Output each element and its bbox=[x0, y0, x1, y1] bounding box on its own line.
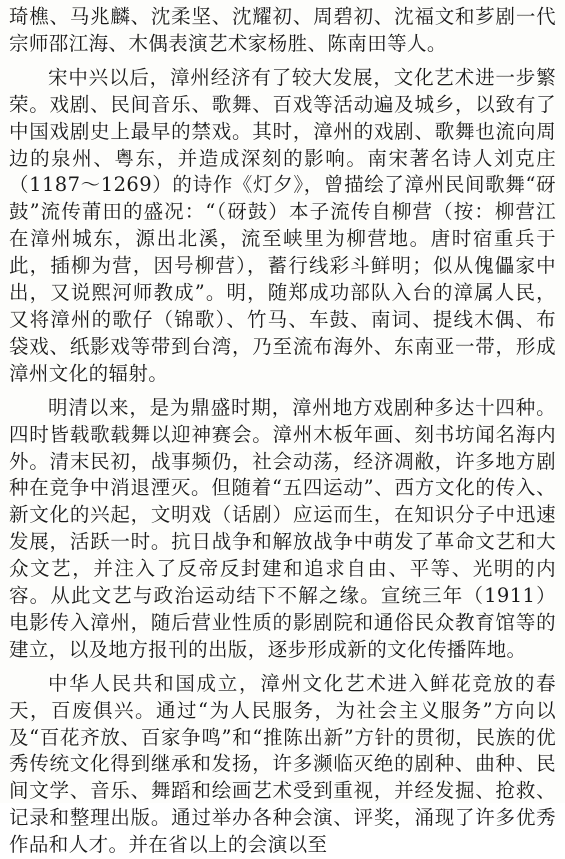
paragraph-4: 中华人民共和国成立，漳州文化艺术进入鲜花竞放的春天，百废俱兴。通过“为人民服务，为社会主义服务”方向以及“百花齐放、百家争鸣”和“推陈出新”方针的贯彻，民族的优秀传统文化得到继承和发扬，许多濒临灭绝的剧种、曲种、民间文学、音乐、舞蹈和绘画艺术受到重视，并经发掘、抢救、记录和整理出版。通过举办各种会演、评奖，涌现了许多优秀作品和人才。并在省以上的会演以至 bbox=[9, 671, 556, 857]
paragraph-2: 宋中兴以后，漳州经济有了较大发展，文化艺术进一步繁荣。戏剧、民间音乐、歌舞、百戏等活动遍及城乡，以致有了中国戏剧史上最早的禁戏。其时，漳州的戏剧、歌舞也流向周边的泉州、粤东，并造成深刻的影响。南宋著名诗人刘克庄（1187～1269）的诗作《灯夕》，曾描绘了漳州民间歌舞“砑鼓”流传莆田的盛况：“（砑鼓）本子流传自柳营（按：柳营江在漳州城东，源出北溪，流至峡里为柳营地。唐时宿重兵于此，插柳为营，因号柳营），蓄行线彩斗鲜明；似从傀儡家中出，又说熙河师教成”。明，随郑成功部队入台的漳属人民，又将漳州的歌仔（锦歌）、竹马、车鼓、南词、提线木偶、布袋戏、纸影戏等带到台湾，乃至流布海外、东南亚一带，形成漳州文化的辐射。 bbox=[9, 65, 556, 385]
paragraph-1: 琦樵、马兆麟、沈柔坚、沈耀初、周碧初、沈福文和芗剧一代宗师邵江海、木偶表演艺术家杨胜、陈南田等人。 bbox=[9, 5, 556, 55]
paragraph-3: 明清以来，是为鼎盛时期，漳州地方戏剧种多达十四种。四时皆载歌载舞以迎神赛会。漳州木板年画、刻书坊闻名海内外。清末民初，战事频仍，社会动荡，经济凋敝，许多地方剧种在竞争中消退湮灭。但随着“五四运动”、西方文化的传入、新文化的兴起，文明戏（话剧）应运而生，在知识分子中迅速发展，活跃一时。抗日战争和解放战争中萌发了革命文艺和大众文艺，并注入了反帝反封建和追求自由、平等、光明的内容。从此文艺与政治运动结下不解之缘。宣统三年（1911）电影传入漳州，随后营业性质的影剧院和通俗民众教育馆等的建立，以及地方报刊的出版，逐步形成新的文化传播阵地。 bbox=[9, 395, 556, 661]
